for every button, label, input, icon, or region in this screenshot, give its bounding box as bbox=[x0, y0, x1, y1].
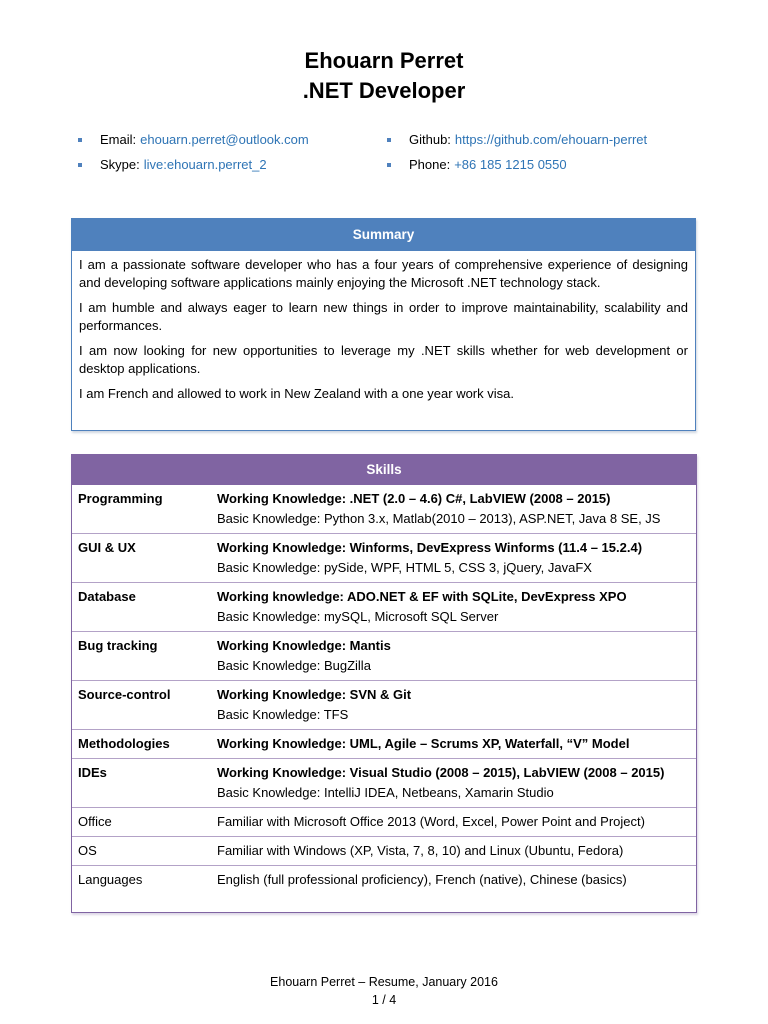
skill-details: English (full professional proficiency), French (native), Chinese (basics) bbox=[217, 872, 627, 887]
contact-github bbox=[387, 132, 647, 147]
skill-details: Familiar with Windows (XP, Vista, 7, 8, 10) and Linux (Ubuntu, Fedora) bbox=[211, 837, 696, 866]
summary-body bbox=[72, 251, 695, 403]
summary-paragraph: I am a passionate software developer who has a four years of comprehensive experience of designing and developing software applications mainly enjoying the Microsoft .NET technology stack. bbox=[79, 257, 688, 290]
working-knowledge: Working knowledge: ADO.NET & EF with SQLite, DevExpress XPO bbox=[217, 589, 627, 604]
skill-category: Source-control bbox=[72, 681, 211, 730]
email-link[interactable]: ehouarn.perret@outlook.com bbox=[140, 132, 309, 147]
skill-row-office bbox=[72, 808, 696, 837]
phone-link[interactable]: +86 185 1215 0550 bbox=[454, 157, 567, 172]
skill-details bbox=[211, 485, 696, 534]
github-label: Github: bbox=[409, 132, 451, 147]
skill-details bbox=[211, 681, 696, 730]
bullet-icon bbox=[387, 163, 391, 167]
basic-knowledge: Basic Knowledge: mySQL, Microsoft SQL Server bbox=[217, 609, 499, 624]
skill-row-database bbox=[72, 583, 696, 632]
skill-details bbox=[211, 730, 696, 759]
skill-category: Languages bbox=[78, 872, 143, 887]
skype-link[interactable]: live:ehouarn.perret_2 bbox=[143, 157, 267, 172]
basic-knowledge: Basic Knowledge: pySide, WPF, HTML 5, CSS 3, jQuery, JavaFX bbox=[217, 560, 592, 575]
working-knowledge: Working Knowledge: UML, Agile – Scrums XP, Waterfall, “V” Model bbox=[217, 736, 630, 751]
skill-details bbox=[211, 632, 696, 681]
summary-paragraph: I am humble and always eager to learn new things in order to improve maintainability, scalability and performances. bbox=[79, 300, 688, 333]
skill-row-os bbox=[72, 837, 696, 866]
working-knowledge: Working Knowledge: Winforms, DevExpress Winforms (11.4 – 15.2.4) bbox=[217, 540, 643, 555]
skill-row-programming bbox=[72, 485, 696, 534]
basic-knowledge: Basic Knowledge: IntelliJ IDEA, Netbeans, Xamarin Studio bbox=[217, 785, 554, 800]
candidate-name: Ehouarn Perret bbox=[304, 48, 464, 73]
skill-details: Familiar with Microsoft Office 2013 (Word, Excel, Power Point and Project) bbox=[211, 808, 696, 837]
skill-row-methodologies bbox=[72, 730, 696, 759]
skill-row-gui-ux bbox=[72, 534, 696, 583]
skill-details bbox=[211, 759, 696, 808]
skills-table bbox=[72, 485, 696, 894]
page-footer bbox=[0, 973, 768, 1009]
skill-category: IDEs bbox=[72, 759, 211, 808]
working-knowledge: Working Knowledge: .NET (2.0 – 4.6) C#, LabVIEW (2008 – 2015) bbox=[217, 491, 611, 506]
basic-knowledge: Basic Knowledge: BugZilla bbox=[217, 658, 371, 673]
skill-details bbox=[211, 583, 696, 632]
bullet-icon bbox=[387, 138, 391, 142]
skill-category: Methodologies bbox=[72, 730, 211, 759]
skill-category: Bug tracking bbox=[72, 632, 211, 681]
working-knowledge: Working Knowledge: SVN & Git bbox=[217, 687, 412, 702]
contact-phone bbox=[387, 157, 567, 172]
contact-skype bbox=[78, 157, 267, 172]
skills-heading: Skills bbox=[72, 455, 696, 485]
github-link[interactable]: https://github.com/ehouarn-perret bbox=[454, 132, 648, 147]
skill-category: Database bbox=[72, 583, 211, 632]
skill-category: Office bbox=[72, 808, 211, 837]
summary-paragraph: I am now looking for new opportunities to leverage my .NET skills whether for web development or desktop applications. bbox=[79, 343, 688, 376]
contact-email bbox=[78, 132, 309, 147]
skill-category: Programming bbox=[72, 485, 211, 534]
working-knowledge: Working Knowledge: Visual Studio (2008 – 2015), LabVIEW (2008 – 2015) bbox=[217, 765, 665, 780]
working-knowledge: Working Knowledge: Mantis bbox=[217, 638, 391, 653]
resume-header bbox=[0, 46, 768, 106]
skill-row-ides bbox=[72, 759, 696, 808]
skill-row-languages bbox=[72, 866, 696, 895]
footer-text: Ehouarn Perret – Resume, January 2016 bbox=[270, 975, 498, 989]
skype-label: Skype: bbox=[100, 157, 140, 172]
bullet-icon bbox=[78, 138, 82, 142]
email-label: Email: bbox=[100, 132, 137, 147]
basic-knowledge: Basic Knowledge: Python 3.x, Matlab(2010 – 2013), ASP.NET, Java 8 SE, JS bbox=[217, 511, 661, 526]
page-number: 1 / 4 bbox=[371, 993, 397, 1007]
skill-category: OS bbox=[72, 837, 211, 866]
phone-label: Phone: bbox=[409, 157, 451, 172]
skill-row-bug-tracking bbox=[72, 632, 696, 681]
summary-paragraph: I am French and allowed to work in New Zealand with a one year work visa. bbox=[79, 386, 514, 401]
basic-knowledge: Basic Knowledge: TFS bbox=[217, 707, 349, 722]
bullet-icon bbox=[78, 163, 82, 167]
summary-heading: Summary bbox=[72, 219, 695, 251]
skills-section bbox=[71, 454, 697, 913]
skill-category: GUI & UX bbox=[72, 534, 211, 583]
summary-section bbox=[71, 218, 696, 431]
skill-details bbox=[211, 534, 696, 583]
job-title: .NET Developer bbox=[302, 78, 466, 103]
skill-row-source-control bbox=[72, 681, 696, 730]
